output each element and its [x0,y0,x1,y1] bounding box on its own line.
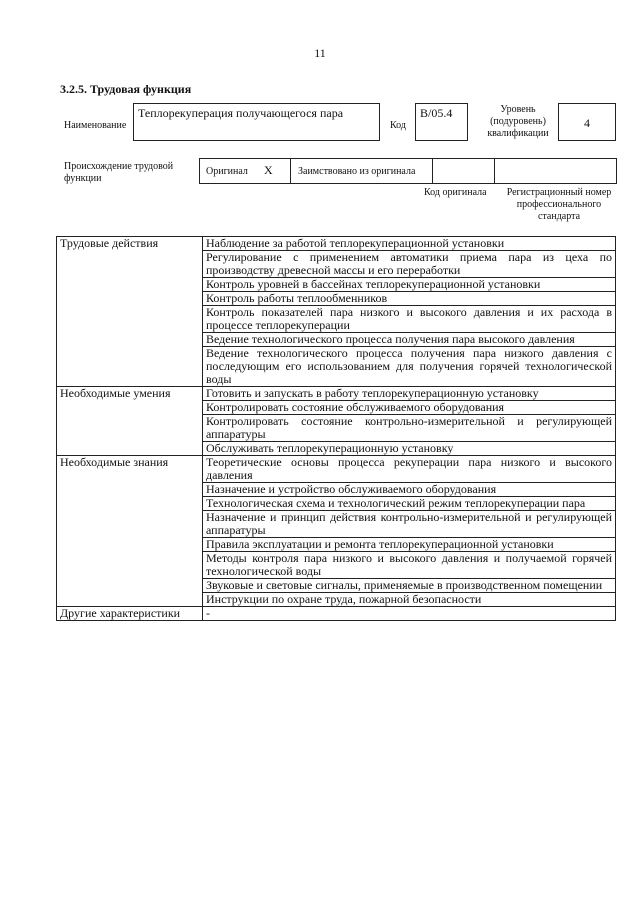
level-label [478,104,558,140]
code-original-caption: Код оригинала [424,187,487,198]
knowledge-item: Теоретические основы процесса рекуперации пара низкого и высокого давления [203,456,616,483]
action-item: Контроль показателей пара низкого и высокого давления и их расхода в процессе теплорекуперации [203,306,616,333]
action-item: Ведение технологического процесса получения пара низкого давления с последующим его использованием для получения горячей технологической воды [203,347,616,387]
code-box [415,103,468,141]
origin-label-line-2: функции [64,173,102,184]
reg-caption-line-1: Регистрационный номер [506,187,612,198]
borrowed-label: Заимствовано из оригинала [298,166,416,177]
level-label-line-3: квалификации [487,128,549,139]
knowledge-item: Технологическая схема и технологический режим теплорекуперации пара [203,497,616,511]
knowledge-item: Правила эксплуатации и ремонта теплорекуперационной установки [203,538,616,552]
action-item: Ведение технологического процесса получения пара высокого давления [203,333,616,347]
action-item: Регулирование с применением автоматики приема пара из цеха по производству древесной массы и его переработки [203,251,616,278]
function-details-table [56,236,616,621]
origin-grid [199,158,617,184]
table-row [57,387,616,401]
level-label-line-2: (подуровень) [490,116,546,127]
actions-label: Трудовые действия [57,237,203,387]
table-row [57,237,616,251]
code-label: Код [390,120,406,131]
function-name-value: Теплорекуперация получающегося пара [138,106,344,120]
other-value: - [203,607,616,621]
skill-item: Контролировать состояние обслуживаемого оборудования [203,401,616,415]
function-name-box [133,103,380,141]
skill-item: Контролировать состояние контрольно-измерительной и регулирующей аппаратуры [203,415,616,442]
origin-divider-2 [432,159,433,183]
origin-divider-3 [494,159,495,183]
section-title: 3.2.5. Трудовая функция [60,82,192,96]
knowledge-item: Инструкции по охране труда, пожарной безопасности [203,593,616,607]
knowledge-item: Звуковые и световые сигналы, применяемые в производственном помещении [203,579,616,593]
level-box [558,103,616,141]
name-label: Наименование [64,120,127,131]
code-value: B/05.4 [420,106,453,120]
knowledge-item: Назначение и принцип действия контрольно-измерительной и регулирующей аппаратуры [203,511,616,538]
skill-item: Готовить и запускать в работу теплорекуперационную установку [203,387,616,401]
reg-caption-line-3: стандарта [537,211,581,222]
knowledge-item: Назначение и устройство обслуживаемого оборудования [203,483,616,497]
reg-number-caption [500,187,618,223]
origin-label [64,161,173,185]
skill-item: Обслуживать теплорекуперационную установку [203,442,616,456]
knowledge-item: Методы контроля пара низкого и высокого давления и получаемой горячей технологической воды [203,552,616,579]
action-item: Наблюдение за работой теплорекуперационной установки [203,237,616,251]
table-row [57,607,616,621]
original-label: Оригинал [206,166,248,177]
page-number: 11 [314,46,326,60]
original-mark: X [264,163,273,177]
level-value: 4 [584,116,590,130]
knowledge-label: Необходимые знания [57,456,203,607]
reg-caption-line-2: профессионального [516,199,602,210]
action-item: Контроль уровней в бассейнах теплорекуперационной установки [203,278,616,292]
origin-label-line-1: Происхождение трудовой [64,161,174,172]
other-label: Другие характеристики [57,607,203,621]
action-item: Контроль работы теплообменников [203,292,616,306]
level-label-line-1: Уровень [500,104,536,115]
table-row [57,456,616,483]
origin-divider-1 [290,159,291,183]
skills-label: Необходимые умения [57,387,203,456]
